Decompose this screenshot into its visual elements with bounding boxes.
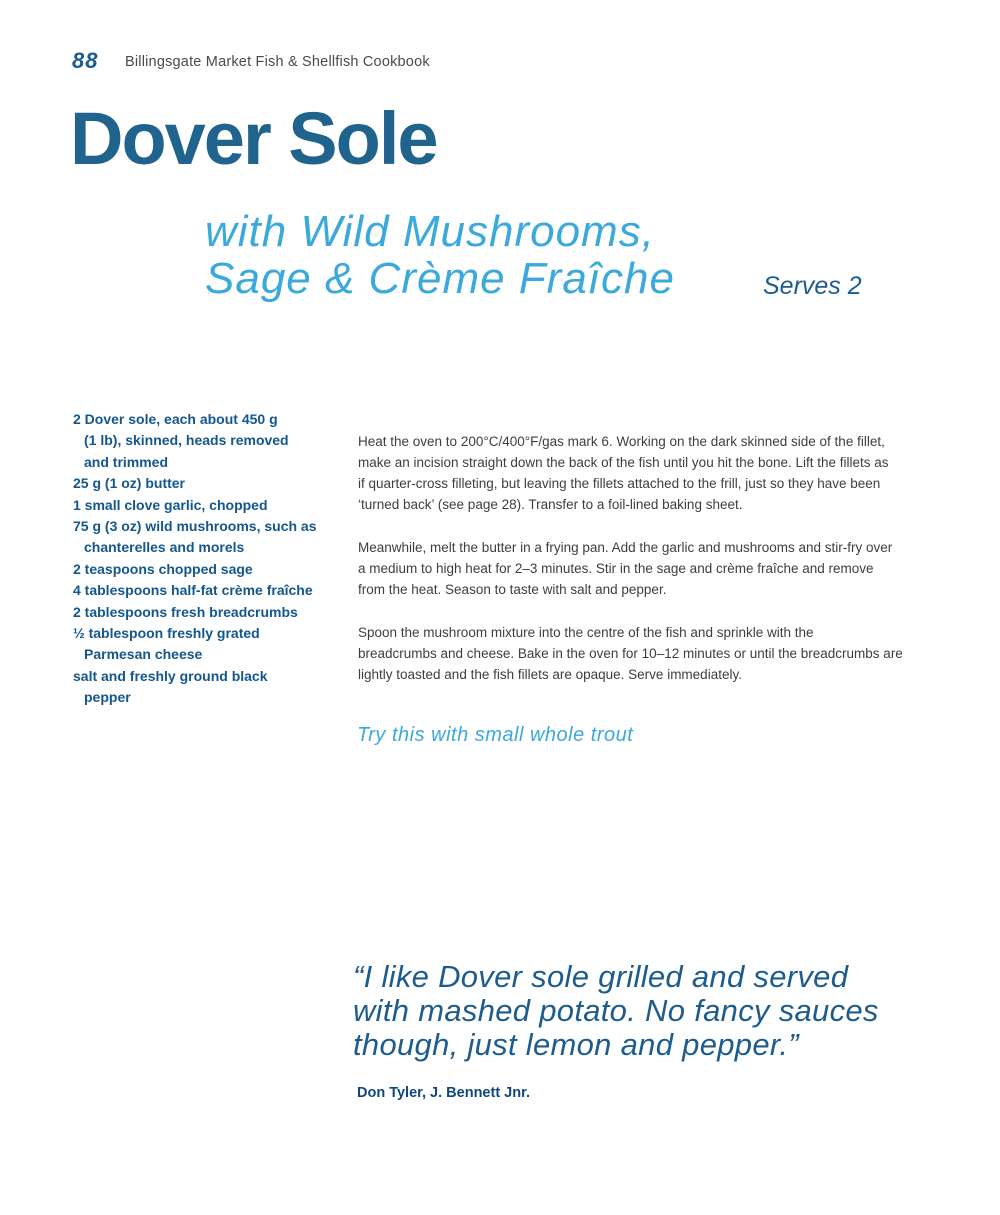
chef-quote: “I like Dover sole grilled and served with mashed potato. No fancy sauces though, just lemon and pepper.”: [353, 959, 879, 1062]
serves-label: Serves 2: [763, 272, 862, 300]
ingredient-item: 25 g (1 oz) butter: [73, 475, 186, 492]
method-instructions: Heat the oven to 200°C/400°F/gas mark 6. Working on the dark skinned side of the fillet, make an incision straight down the back of the fish until you hit the bone. Lift the fillets as if quarter-cross filleting, but leaving the fillets attached to the frill, just so they have been ‘turned back’ (see page 28). Transfer to a foil-lined baking sheet. Meanwhile, melt the butter in a frying pan. Add the garlic and mushrooms and stir-fry over a medium to high heat for 2–3 minutes. Stir in the sage and crème fraîche and remove from the heat. Season to taste with salt and pepper. Spoon the mushroom mixture into the centre of the fish and sprinkle with the breadcrumbs and cheese. Bake in the oven for 10–12 minutes or until the breadcrumbs are lightly toasted and the fish fillets are opaque. Serve immediately.: [358, 434, 903, 682]
page-number: 88: [72, 48, 99, 73]
ingredient-item: 1 small clove garlic, chopped: [73, 496, 268, 513]
book-title: Billingsgate Market Fish & Shellfish Cookbook: [125, 54, 430, 70]
recipe-subtitle: [205, 208, 675, 302]
ingredient-item: ½ tablespoon freshly grated Parmesan cheese: [73, 625, 260, 663]
ingredient-item: salt and freshly ground black pepper: [73, 667, 268, 706]
subtitle-line: Sage & Crème Fraîche: [205, 254, 675, 303]
quote-attribution: Don Tyler, J. Bennett Jnr.: [357, 1085, 530, 1101]
ingredient-item: 2 tablespoons fresh breadcrumbs: [73, 603, 298, 620]
ingredients-list: [73, 409, 373, 709]
ingredient-item: 75 g (3 oz) wild mushrooms, such as chanterelles and morels: [73, 518, 317, 556]
ingredient-item: 2 teaspoons chopped sage: [73, 560, 253, 577]
ingredient-item: 2 Dover sole, each about 450 g (1 lb), skinned, heads removed and trimmed: [73, 411, 289, 470]
ingredient-item: 4 tablespoons half-fat crème fraîche: [73, 582, 313, 599]
variation-tip: Try this with small whole trout: [357, 724, 634, 746]
subtitle-line: with Wild Mushrooms,: [205, 207, 655, 256]
recipe-title: Dover Sole: [70, 97, 437, 180]
